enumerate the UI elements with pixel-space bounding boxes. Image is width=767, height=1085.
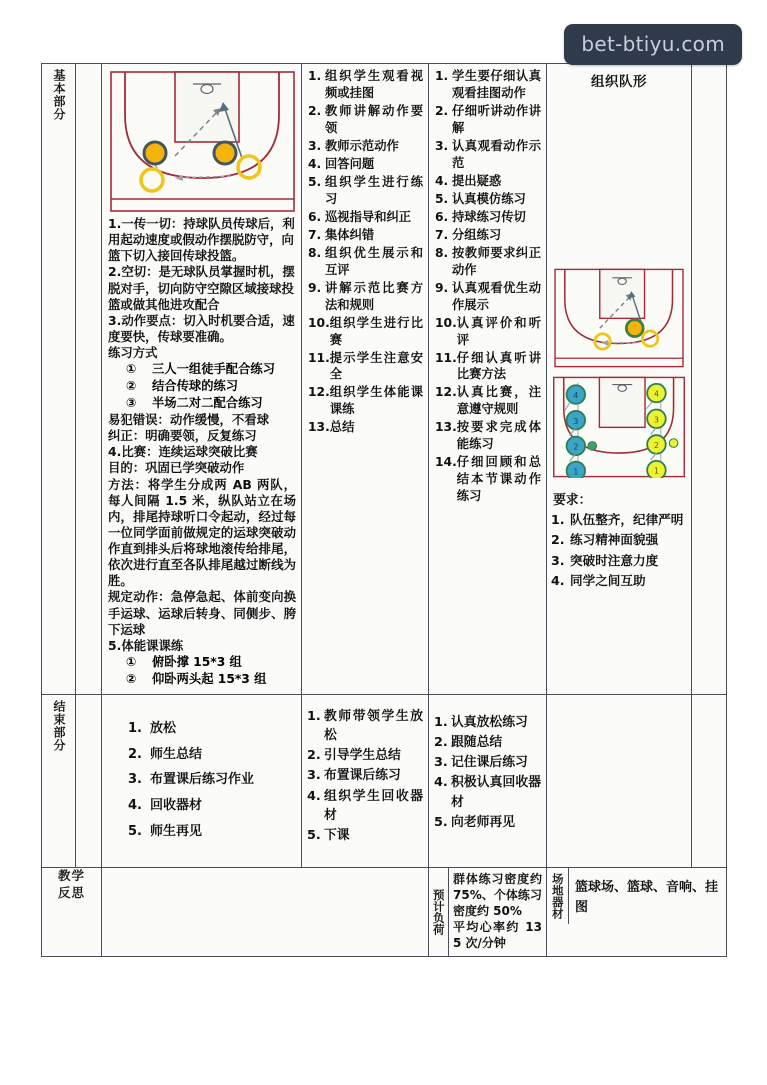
teacher-activity-8: 组织优生展示和互评 bbox=[325, 245, 423, 277]
teacher-activity-2: 教师讲解动作要领 bbox=[325, 103, 423, 135]
basketball-halfcourt-diagram-3 bbox=[551, 376, 687, 478]
practice-method-list bbox=[108, 361, 296, 412]
ending-content-2: 师生总结 bbox=[150, 746, 203, 762]
load-value-line2: 平均心率约 135 次/分钟 bbox=[453, 920, 542, 951]
reflection-label-line1: 教学 bbox=[57, 868, 85, 884]
cell-basic-content bbox=[102, 64, 302, 695]
basic-content-text bbox=[108, 216, 296, 361]
list-item: 8. 按教师要求纠正动作 bbox=[435, 245, 541, 277]
fitness-item-num: ① bbox=[126, 654, 137, 669]
svg-text:3: 3 bbox=[573, 416, 579, 426]
list-item: 2. 教师讲解动作要领 bbox=[308, 103, 423, 135]
ending-teacher-5: 下课 bbox=[324, 827, 350, 843]
basic-paragraph-6: 纠正：明确要领，反复练习 bbox=[108, 428, 257, 444]
list-item: 1. 认真放松练习 bbox=[434, 713, 541, 732]
cell-ending-student-activities bbox=[429, 694, 547, 867]
teacher-activity-10: 组织学生进行比赛 bbox=[329, 315, 423, 347]
teacher-activity-6: 巡视指导和纠正 bbox=[325, 209, 412, 224]
list-item: 5. 向老师再见 bbox=[434, 813, 541, 832]
list-item: 7. 分组练习 bbox=[435, 227, 541, 244]
row-label-ending-part bbox=[42, 694, 76, 867]
student-activity-5: 认真模仿练习 bbox=[452, 191, 526, 206]
basic-paragraph-1: 1.一传一切：持球队员传球后，利用起动速度或假动作摆脱防守，向篮下切入接回传球投篮。 bbox=[108, 216, 295, 264]
teacher-activity-13: 总结 bbox=[329, 420, 355, 435]
student-activity-7: 分组练习 bbox=[452, 227, 502, 242]
list-item: 11. 仔细认真听讲比赛方法 bbox=[435, 350, 541, 382]
ending-organization-text bbox=[547, 695, 691, 705]
list-item: 4. 回收器材 bbox=[128, 794, 295, 819]
student-activity-6: 持球练习传切 bbox=[452, 209, 526, 224]
list-item: 3. 布置课后练习 bbox=[307, 766, 423, 785]
practice-item-text: 半场二对二配合练习 bbox=[152, 396, 263, 411]
list-item bbox=[108, 654, 296, 671]
row-label-reflection bbox=[42, 868, 102, 957]
equipment-value: 篮球场、篮球、音响、挂图 bbox=[575, 880, 719, 915]
spacer-cell-ending bbox=[76, 694, 102, 867]
teacher-activity-4: 回答问题 bbox=[325, 156, 375, 171]
list-item: 3. 记住课后练习 bbox=[434, 753, 541, 772]
load-label-cell bbox=[429, 868, 449, 956]
spacer-cell-right-basic bbox=[692, 64, 727, 695]
teacher-activity-3: 教师示范动作 bbox=[325, 138, 399, 153]
basic-content-text-2 bbox=[108, 412, 296, 654]
list-item: 1. 教师带领学生放松 bbox=[307, 707, 423, 745]
basic-paragraph-3: 3.动作要点：切入时机要合适，速度要快，传球要准确。 bbox=[108, 312, 295, 344]
student-activity-10: 认真评价和听评 bbox=[456, 315, 541, 347]
cell-load bbox=[429, 868, 547, 957]
list-item: 4. 提出疑惑 bbox=[435, 173, 541, 190]
practice-item-num: ① bbox=[126, 362, 137, 377]
ending-student-3: 记住课后练习 bbox=[451, 755, 528, 771]
ending-student-list bbox=[434, 713, 541, 832]
list-item: 1. 放松 bbox=[128, 717, 295, 742]
teacher-activity-9: 讲解示范比赛方法和规则 bbox=[325, 280, 423, 312]
teacher-activity-1: 组织学生观看视频或挂图 bbox=[325, 69, 423, 100]
load-value-cell bbox=[449, 868, 547, 956]
basic-paragraph-5: 易犯错误：动作缓慢，不看球 bbox=[108, 412, 270, 428]
fitness-item-num: ② bbox=[126, 671, 137, 686]
list-item: 5. 下课 bbox=[307, 826, 423, 845]
cell-reflection-value[interactable] bbox=[102, 868, 429, 957]
load-label: 预计负荷 bbox=[431, 889, 446, 936]
svg-text:4: 4 bbox=[573, 391, 579, 401]
basic-paragraph-8: 目的：巩固已学突破动作 bbox=[108, 460, 245, 476]
list-item: 4. 组织学生回收器材 bbox=[307, 787, 423, 825]
basic-paragraph-10: 规定动作：急停急起、体前变向换手运球、运球后转身、同侧步、胯下运球 bbox=[108, 589, 296, 637]
list-item: 11. 提示学生注意安全 bbox=[308, 350, 423, 382]
list-item: 2. 跟随总结 bbox=[434, 733, 541, 752]
ending-teacher-2: 引导学生总结 bbox=[324, 748, 401, 764]
list-item: 5. 组织学生进行练习 bbox=[308, 174, 423, 206]
student-activity-1: 学生要仔细认真观看挂图动作 bbox=[452, 69, 541, 100]
fitness-item-text: 俯卧撑 15*3 组 bbox=[152, 654, 242, 669]
list-item: 3. 突破时注意力度 bbox=[551, 551, 687, 571]
svg-text:3: 3 bbox=[653, 415, 659, 425]
row-label-basic-part bbox=[42, 64, 76, 695]
svg-text:1: 1 bbox=[573, 467, 579, 477]
practice-item-num: ③ bbox=[126, 396, 137, 411]
fitness-drill-list bbox=[108, 654, 296, 688]
list-item bbox=[108, 395, 296, 412]
list-item: 5. 师生再见 bbox=[128, 820, 295, 845]
equipment-value-cell bbox=[569, 868, 727, 924]
list-item: 1. 学生要仔细认真观看挂图动作 bbox=[435, 69, 541, 100]
student-activity-8: 按教师要求纠正动作 bbox=[452, 245, 541, 277]
court-diagram-drill bbox=[551, 376, 687, 482]
student-activity-11: 仔细认真听讲比赛方法 bbox=[456, 350, 541, 382]
ending-student-4: 积极认真回收器材 bbox=[451, 775, 541, 810]
svg-text:2: 2 bbox=[573, 442, 579, 452]
list-item: 12. 认真比赛，注意遵守规则 bbox=[435, 385, 541, 417]
table-row-reflection bbox=[42, 868, 727, 957]
list-item: 8. 组织优生展示和互评 bbox=[308, 245, 423, 277]
basketball-halfcourt-diagram-1 bbox=[109, 70, 296, 213]
fitness-item-text: 仰卧两头起 15*3 组 bbox=[152, 671, 267, 686]
list-item: 14. 仔细回顾和总结本节课动作练习 bbox=[435, 455, 541, 504]
ending-teacher-list bbox=[307, 707, 423, 845]
ending-teacher-4: 组织学生回收器材 bbox=[324, 788, 423, 823]
cell-ending-organization bbox=[547, 694, 692, 867]
requirements-title: 要求： bbox=[553, 493, 592, 508]
list-item: 12. 组织学生体能课课练 bbox=[308, 385, 423, 417]
ending-student-1: 认真放松练习 bbox=[451, 714, 528, 730]
list-item: 4. 回答问题 bbox=[308, 156, 423, 173]
ending-student-2: 跟随总结 bbox=[451, 735, 503, 751]
list-item: 9. 讲解示范比赛方法和规则 bbox=[308, 280, 423, 312]
list-item: 10. 认真评价和听评 bbox=[435, 315, 541, 347]
list-item: 3. 认真观看动作示范 bbox=[435, 138, 541, 170]
teacher-activity-5: 组织学生进行练习 bbox=[325, 174, 423, 206]
list-item: 3. 布置课后练习作业 bbox=[128, 768, 295, 793]
practice-item-text: 三人一组徒手配合练习 bbox=[152, 362, 275, 377]
list-item: 7. 集体纠错 bbox=[308, 227, 423, 244]
list-item: 5. 认真模仿练习 bbox=[435, 191, 541, 208]
cell-basic-organization bbox=[547, 64, 692, 695]
ending-content-4: 回收器材 bbox=[150, 797, 203, 813]
organization-title: 组织队形 bbox=[591, 74, 647, 90]
spacer-cell-right-ending bbox=[692, 694, 727, 867]
row-label-ending-part-text: 结束部分 bbox=[52, 699, 66, 752]
basic-paragraph-2: 2.空切：是无球队员掌握时机，摆脱对手，切向防守空隙区域接球投篮或做其他进攻配合 bbox=[108, 264, 295, 312]
cell-equipment bbox=[547, 868, 727, 957]
cell-ending-teacher-activities bbox=[302, 694, 429, 867]
teacher-activity-11: 提示学生注意安全 bbox=[329, 350, 423, 382]
reflection-input-area[interactable] bbox=[102, 868, 428, 944]
student-activity-3: 认真观看动作示范 bbox=[452, 138, 541, 170]
list-item: 1. 队伍整齐，纪律严明 bbox=[551, 510, 687, 530]
teacher-activity-12: 组织学生体能课课练 bbox=[329, 385, 423, 417]
list-item: 13. 总结 bbox=[308, 419, 423, 436]
court-diagram-cut-play bbox=[108, 68, 296, 216]
list-item: 4. 积极认真回收器材 bbox=[434, 773, 541, 811]
row-label-reflection-text bbox=[42, 868, 101, 902]
reflection-label-line2: 反思 bbox=[57, 885, 85, 901]
practice-item-num: ② bbox=[126, 379, 137, 394]
teacher-activity-7: 集体纠错 bbox=[325, 227, 375, 242]
list-item bbox=[108, 361, 296, 378]
requirement-1: 队伍整齐，纪律严明 bbox=[570, 512, 684, 527]
student-activity-list bbox=[435, 68, 541, 505]
equipment-label-cell bbox=[547, 868, 569, 924]
list-item: 2. 仔细听讲动作讲解 bbox=[435, 103, 541, 135]
list-item: 3. 教师示范动作 bbox=[308, 138, 423, 155]
ending-teacher-1: 教师带领学生放松 bbox=[324, 708, 423, 744]
cell-basic-student-activities bbox=[429, 64, 547, 695]
student-activity-9: 认真观看优生动作展示 bbox=[452, 280, 541, 312]
cell-ending-content bbox=[102, 694, 302, 867]
list-item: 9. 认真观看优生动作展示 bbox=[435, 280, 541, 312]
cell-basic-teacher-activities bbox=[302, 64, 429, 695]
equipment-label: 场地器材 bbox=[550, 873, 565, 920]
student-activity-14: 仔细回顾和总结本节课动作练习 bbox=[456, 455, 541, 504]
svg-text:2: 2 bbox=[653, 441, 659, 451]
list-item: 6. 巡视指导和纠正 bbox=[308, 209, 423, 226]
student-activity-4: 提出疑惑 bbox=[452, 173, 502, 188]
table-row-ending-part bbox=[42, 694, 727, 867]
ending-content-3: 布置课后练习作业 bbox=[150, 772, 255, 788]
list-item: 6. 持球练习传切 bbox=[435, 209, 541, 226]
requirement-3: 突破时注意力度 bbox=[570, 552, 659, 568]
list-item: 10. 组织学生进行比赛 bbox=[308, 315, 423, 347]
list-item bbox=[108, 378, 296, 395]
basic-paragraph-9: 方法：将学生分成两 AB 两队，每人间隔 1.5 米，纵队站立在场内，排尾持球听口令起动，经过每一位同学面前做规定的运球突破动作直到排头后将球地滚传给排尾，依次进行直至各队排尾越过断线为胜。 bbox=[108, 476, 296, 589]
student-activity-12: 认真比赛，注意遵守规则 bbox=[456, 385, 541, 417]
svg-text:4: 4 bbox=[653, 389, 659, 399]
svg-text:1: 1 bbox=[653, 466, 659, 476]
site-watermark: bet-btiyu.com bbox=[564, 24, 742, 65]
basketball-halfcourt-diagram-2 bbox=[551, 268, 687, 368]
list-item: 2. 师生总结 bbox=[128, 743, 295, 768]
requirements-list bbox=[551, 510, 687, 592]
student-activity-2: 仔细听讲动作讲解 bbox=[452, 103, 541, 135]
ending-teacher-3: 布置课后练习 bbox=[324, 768, 401, 784]
list-item: 13. 按要求完成体能练习 bbox=[435, 420, 541, 452]
list-item: 2. 练习精神面貌强 bbox=[551, 530, 687, 550]
teacher-activity-list bbox=[308, 68, 423, 436]
ending-content-1: 放松 bbox=[150, 720, 177, 736]
load-value-line1: 群体练习密度约75%、个体练习密度约 50% bbox=[453, 872, 542, 919]
basic-paragraph-7: 4.比赛：连续运球突破比赛 bbox=[108, 444, 258, 460]
court-diagram-organization bbox=[551, 268, 687, 372]
list-item: 4. 同学之间互助 bbox=[551, 571, 687, 591]
practice-item-text: 结合传球的练习 bbox=[152, 379, 239, 394]
ending-student-5: 向老师再见 bbox=[451, 814, 515, 830]
lesson-plan-table bbox=[41, 63, 727, 957]
ending-content-5: 师生再见 bbox=[150, 823, 203, 839]
row-label-basic-part-text: 基本部分 bbox=[52, 69, 66, 121]
basic-paragraph-11: 5.体能课课练 bbox=[108, 637, 184, 653]
requirement-2: 练习精神面貌强 bbox=[570, 532, 659, 548]
student-activity-13: 按要求完成体能练习 bbox=[456, 420, 541, 452]
list-item bbox=[108, 671, 296, 688]
spacer-cell-basic bbox=[76, 64, 102, 695]
list-item: 2. 引导学生总结 bbox=[307, 746, 423, 765]
table-row-basic-part bbox=[42, 64, 727, 695]
requirement-4: 同学之间互助 bbox=[570, 573, 646, 589]
list-item: 1. 组织学生观看视频或挂图 bbox=[308, 69, 423, 100]
basic-paragraph-4: 练习方式 bbox=[108, 345, 158, 360]
ending-content-list bbox=[128, 717, 295, 844]
